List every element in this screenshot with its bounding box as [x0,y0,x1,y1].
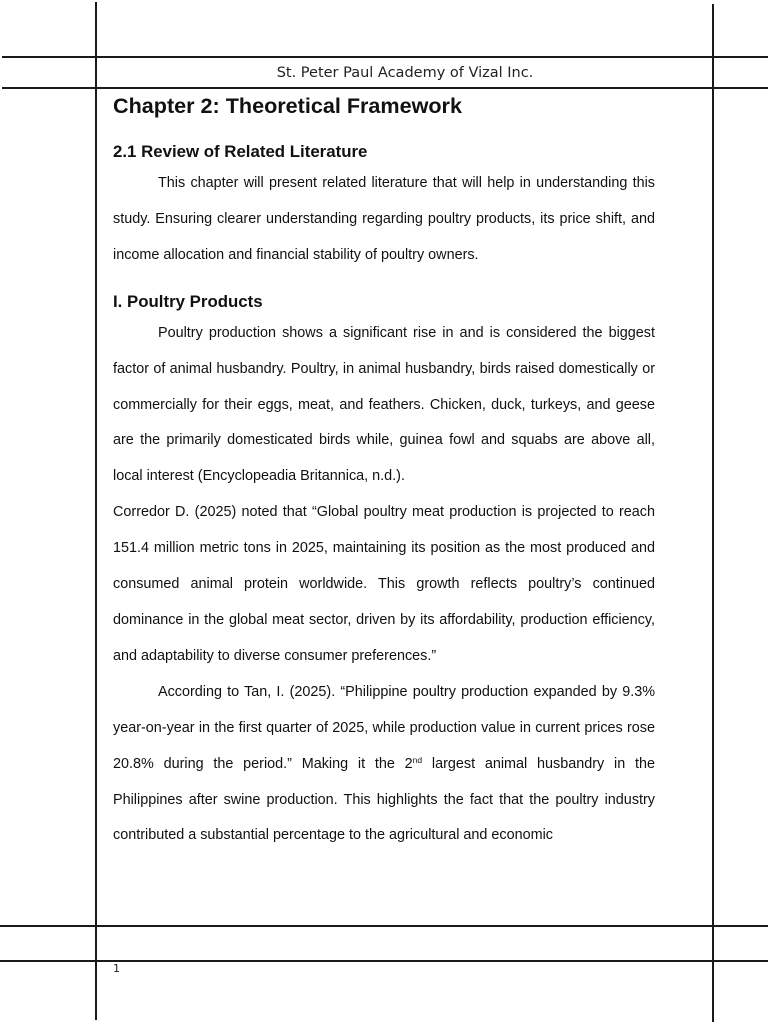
paragraph-1: Poultry production shows a significant rise in and is considered the biggest factor of animal husbandry. Poultry, in animal husbandry, birds raised domestically or commercially for their eggs, meat, and feathers. Chicken, duck, turkeys, and geese are the primarily domesticated birds while, guinea fowl and squabs are above all, local interest (Encyclopeadia Britannica, n.d.). [113,324,655,485]
paragraph-3-text: According to Tan, I. (2025). “Philippine poultry production expanded by 9.3% year-on-year in the first quarter of 2025, while production value in current prices rose 20.8% during the period.” Making it the 2 [113,683,655,772]
left-margin-line [95,2,97,1020]
header-bottom-line [2,87,768,89]
ordinal-superscript: nd [412,754,423,765]
header-top-line [2,56,768,58]
chapter-title: Chapter 2: Theoretical Framework [113,93,462,118]
right-margin-line [712,4,714,1022]
paragraph-3-text-cont: largest animal husbandry in the Philippines after swine production. This highlights the fact that the poultry industry contributed a substantial percentage to the agricultural and economic [113,755,655,844]
page-header: St. Peter Paul Academy of Vizal Inc. [276,65,534,81]
paragraph-3 [113,675,655,855]
subsection-title: I. Poultry Products [113,291,263,311]
paragraph-2: Corredor D. (2025) noted that “Global poultry meat production is projected to reach 151.4 million metric tons in 2025, maintaining its position as the most produced and consumed animal protein worldwide. This growth reflects poultry’s continued dominance in the global meat sector, driven by its affordability, production efficiency, and adaptability to diverse consumer preferences.” [113,504,655,664]
intro-paragraph: This chapter will present related literature that will help in understanding this study. Ensuring clearer understanding regarding poultry products, its price shift, and income allocation and financial stability of poultry owners. [113,175,655,263]
document-body [113,92,655,854]
page-number: 1 [113,962,120,975]
footer-top-line [0,925,768,927]
section-title: 2.1 Review of Related Literature [113,142,368,161]
